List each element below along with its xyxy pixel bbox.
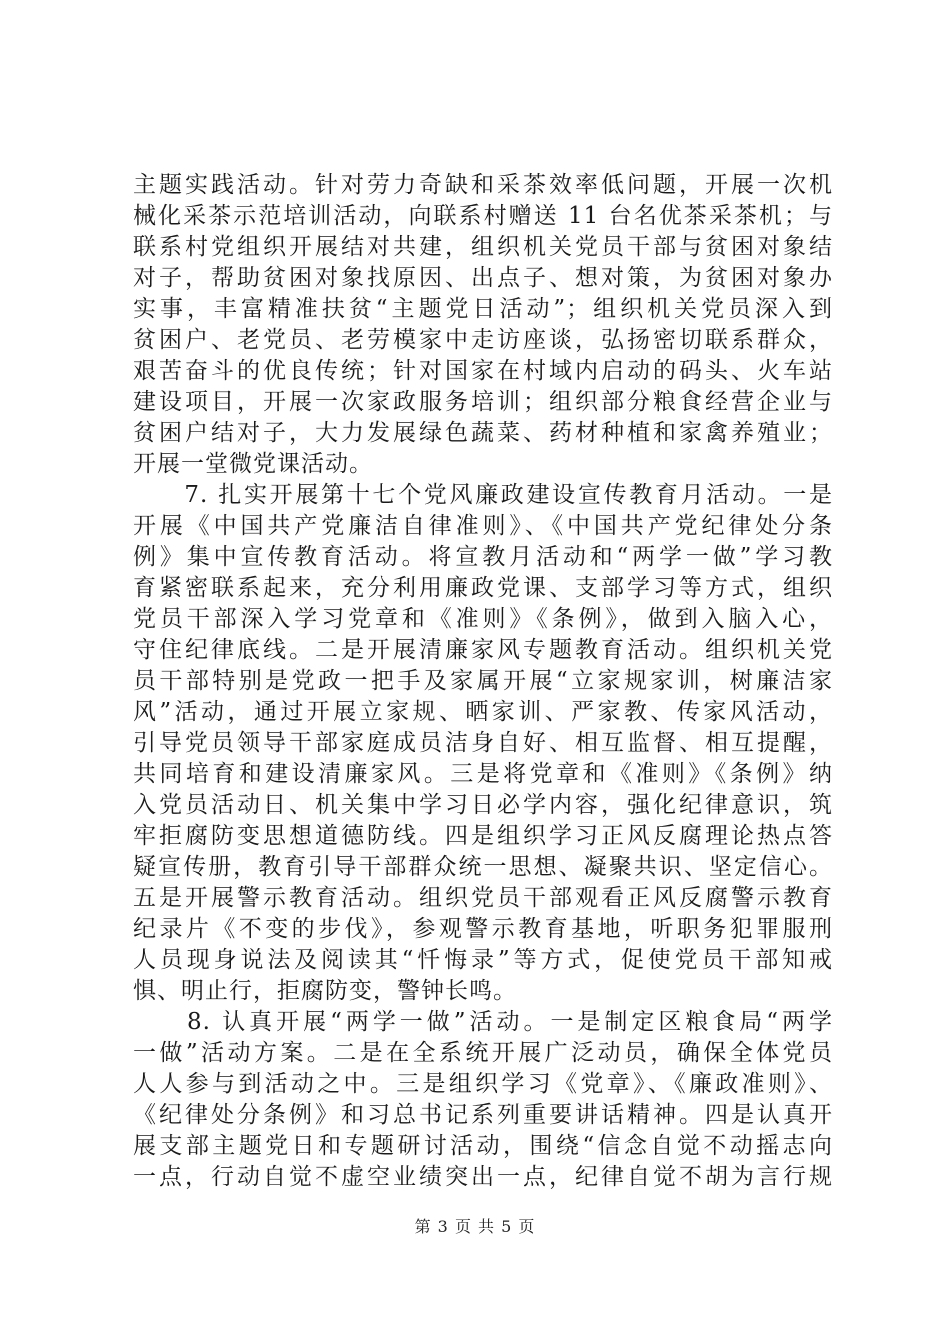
text-line: 牢拒腐防变思想道德防线。四是组织学习正风反腐理论热点答 [133, 823, 833, 849]
text-line: 例》集中宣传教育活动。将宣教月活动和“两学一做”学习教 [133, 544, 833, 570]
text-line: 7. 扎实开展第十七个党风廉政建设宣传教育月活动。一是 [133, 482, 833, 508]
page-footer: 第 3 页 共 5 页 [414, 1217, 536, 1236]
text-line: 对子，帮助贫困对象找原因、出点子、想对策，为贫困对象办 [133, 265, 833, 291]
text-line: 贫困户、老党员、老劳模家中走访座谈，弘扬密切联系群众， [133, 327, 833, 353]
text-line: 引导党员领导干部家庭成员洁身自好、相互监督、相互提醒， [133, 730, 833, 756]
text-line: 艰苦奋斗的优良传统；针对国家在村域内启动的码头、火车站 [133, 358, 833, 384]
text-line: 械化采茶示范培训活动，向联系村赠送 11 台名优茶采茶机；与 [133, 203, 833, 229]
text-line: 实事，丰富精准扶贫“主题党日活动”；组织机关党员深入到 [133, 296, 833, 322]
text-line: 主题实践活动。针对劳力奇缺和采茶效率低问题，开展一次机 [133, 172, 833, 198]
text-line: 党员干部深入学习党章和《准则》《条例》，做到入脑入心， [133, 606, 833, 632]
text-line: 入党员活动日、机关集中学习日必学内容，强化纪律意识，筑 [133, 792, 833, 818]
text-line: 贫困户结对子，大力发展绿色蔬菜、药材种植和家禽养殖业； [133, 420, 833, 446]
text-line: 8. 认真开展“两学一做”活动。一是制定区粮食局“两学 [133, 1009, 833, 1035]
text-line: 疑宣传册，教育引导干部群众统一思想、凝聚共识、坚定信心。 [133, 854, 833, 880]
text-line: 风”活动，通过开展立家规、晒家训、严家教、传家风活动， [133, 699, 833, 725]
document-body [133, 170, 833, 1193]
text-line: 人人参与到活动之中。三是组织学习《党章》、《廉政准则》、 [133, 1071, 833, 1097]
text-line: 一做”活动方案。二是在全系统开展广泛动员，确保全体党员 [133, 1040, 833, 1066]
text-line: 一点，行动自觉不虚空业绩突出一点，纪律自觉不胡为言行规 [133, 1164, 833, 1190]
text-line: 共同培育和建设清廉家风。三是将党章和《准则》《条例》纳 [133, 761, 833, 787]
text-line: 育紧密联系起来，充分利用廉政党课、支部学习等方式，组织 [133, 575, 833, 601]
text-line: 五是开展警示教育活动。组织党员干部观看正风反腐警示教育 [133, 885, 833, 911]
text-line: 惧、明止行，拒腐防变，警钟长鸣。 [133, 978, 517, 1004]
text-line: 《纪律处分条例》和习总书记系列重要讲话精神。四是认真开 [133, 1102, 833, 1128]
text-line: 联系村党组织开展结对共建，组织机关党员干部与贫困对象结 [133, 234, 833, 260]
text-line: 纪录片《不变的步伐》，参观警示教育基地，听职务犯罪服刑 [133, 916, 833, 942]
text-line: 开展一堂微党课活动。 [133, 451, 373, 477]
text-line: 建设项目，开展一次家政服务培训；组织部分粮食经营企业与 [133, 389, 833, 415]
text-line: 展支部主题党日和专题研讨活动，围绕“信念自觉不动摇志向 [133, 1133, 833, 1159]
text-line: 人员现身说法及阅读其“忏悔录”等方式，促使党员干部知戒 [133, 947, 833, 973]
text-line: 员干部特别是党政一把手及家属开展“立家规家训，树廉洁家 [133, 668, 833, 694]
text-line: 守住纪律底线。二是开展清廉家风专题教育活动。组织机关党 [133, 637, 833, 663]
text-line: 开展《中国共产党廉洁自律准则》、《中国共产党纪律处分条 [133, 513, 833, 539]
